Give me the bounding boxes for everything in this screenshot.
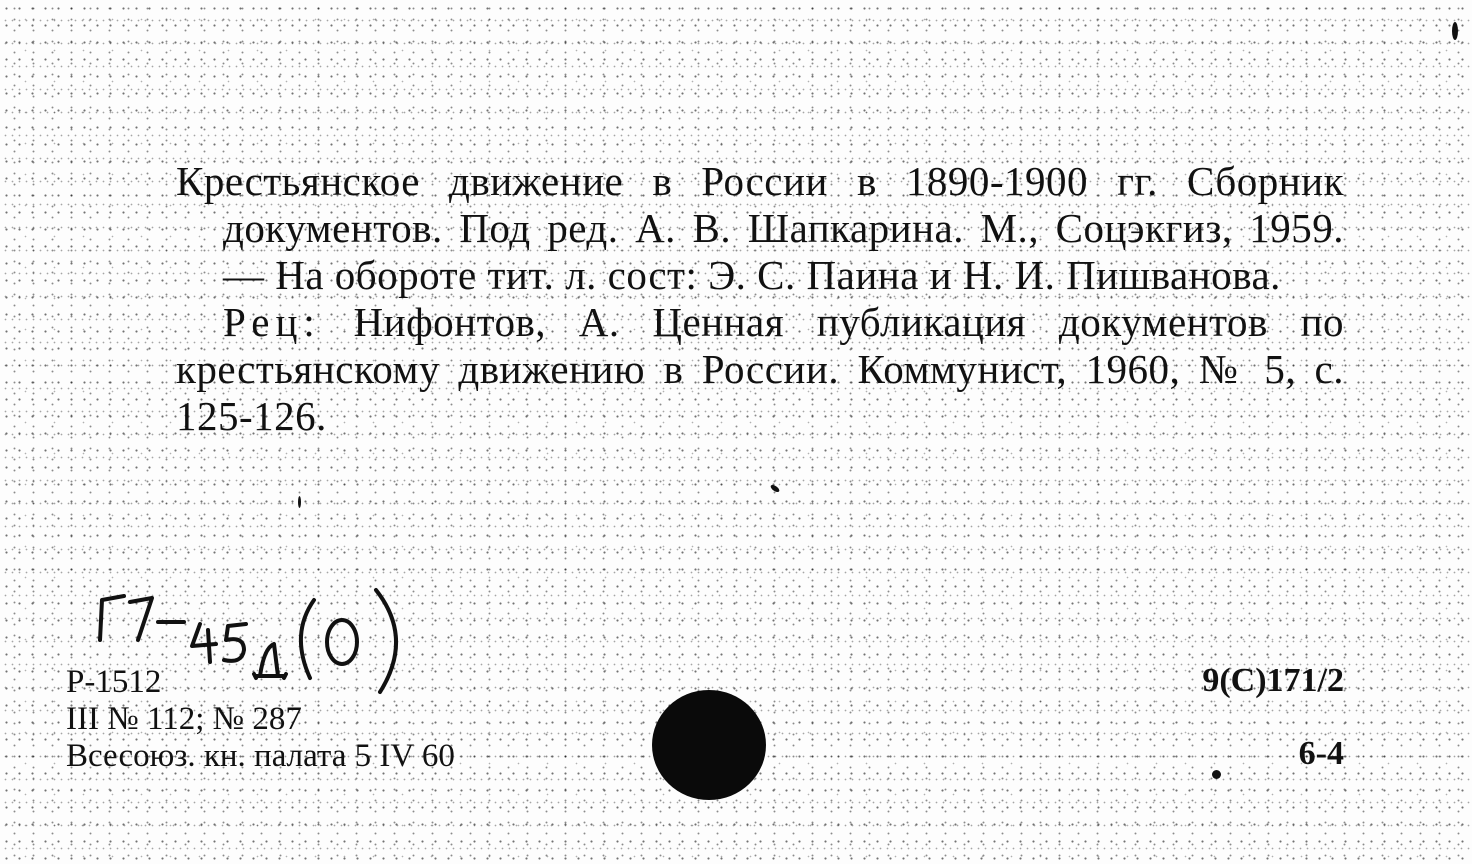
order-number: Р-1512 bbox=[66, 664, 162, 700]
card-footer-right bbox=[1202, 662, 1344, 772]
review-text: Нифонтов, А. Ценная публикация документов по крестьянскому движению в России. Коммунист, 1960, № 5, с. 125-126. bbox=[176, 299, 1345, 439]
entry-main-text: Крестьянское движение в России в 1890-1900 гг. Сборник документов. Под ред. А. В. Шапкарина. М., Соцэкгиз, 1959. — На обороте тит. л. сост: Э. С. Паина и Н. И. Пишванова. bbox=[176, 158, 1344, 298]
registration-numbers: III № 112; № 287 bbox=[66, 701, 302, 737]
ink-speck bbox=[298, 496, 301, 508]
card-footer-left bbox=[66, 664, 455, 775]
punch-hole bbox=[652, 690, 766, 800]
ink-speck bbox=[1452, 22, 1458, 40]
bibliographic-entry bbox=[176, 158, 1344, 440]
review-paragraph bbox=[176, 299, 1344, 440]
ink-speck bbox=[1212, 770, 1221, 779]
publisher-chamber-line: Всесоюз. кн. палата 5 IV 60 bbox=[66, 738, 455, 774]
ink-speck bbox=[769, 484, 780, 494]
review-label: Рец: bbox=[223, 299, 321, 345]
classification-code: 9(С)171/2 bbox=[1202, 662, 1344, 699]
card-number: 6-4 bbox=[1298, 735, 1344, 772]
